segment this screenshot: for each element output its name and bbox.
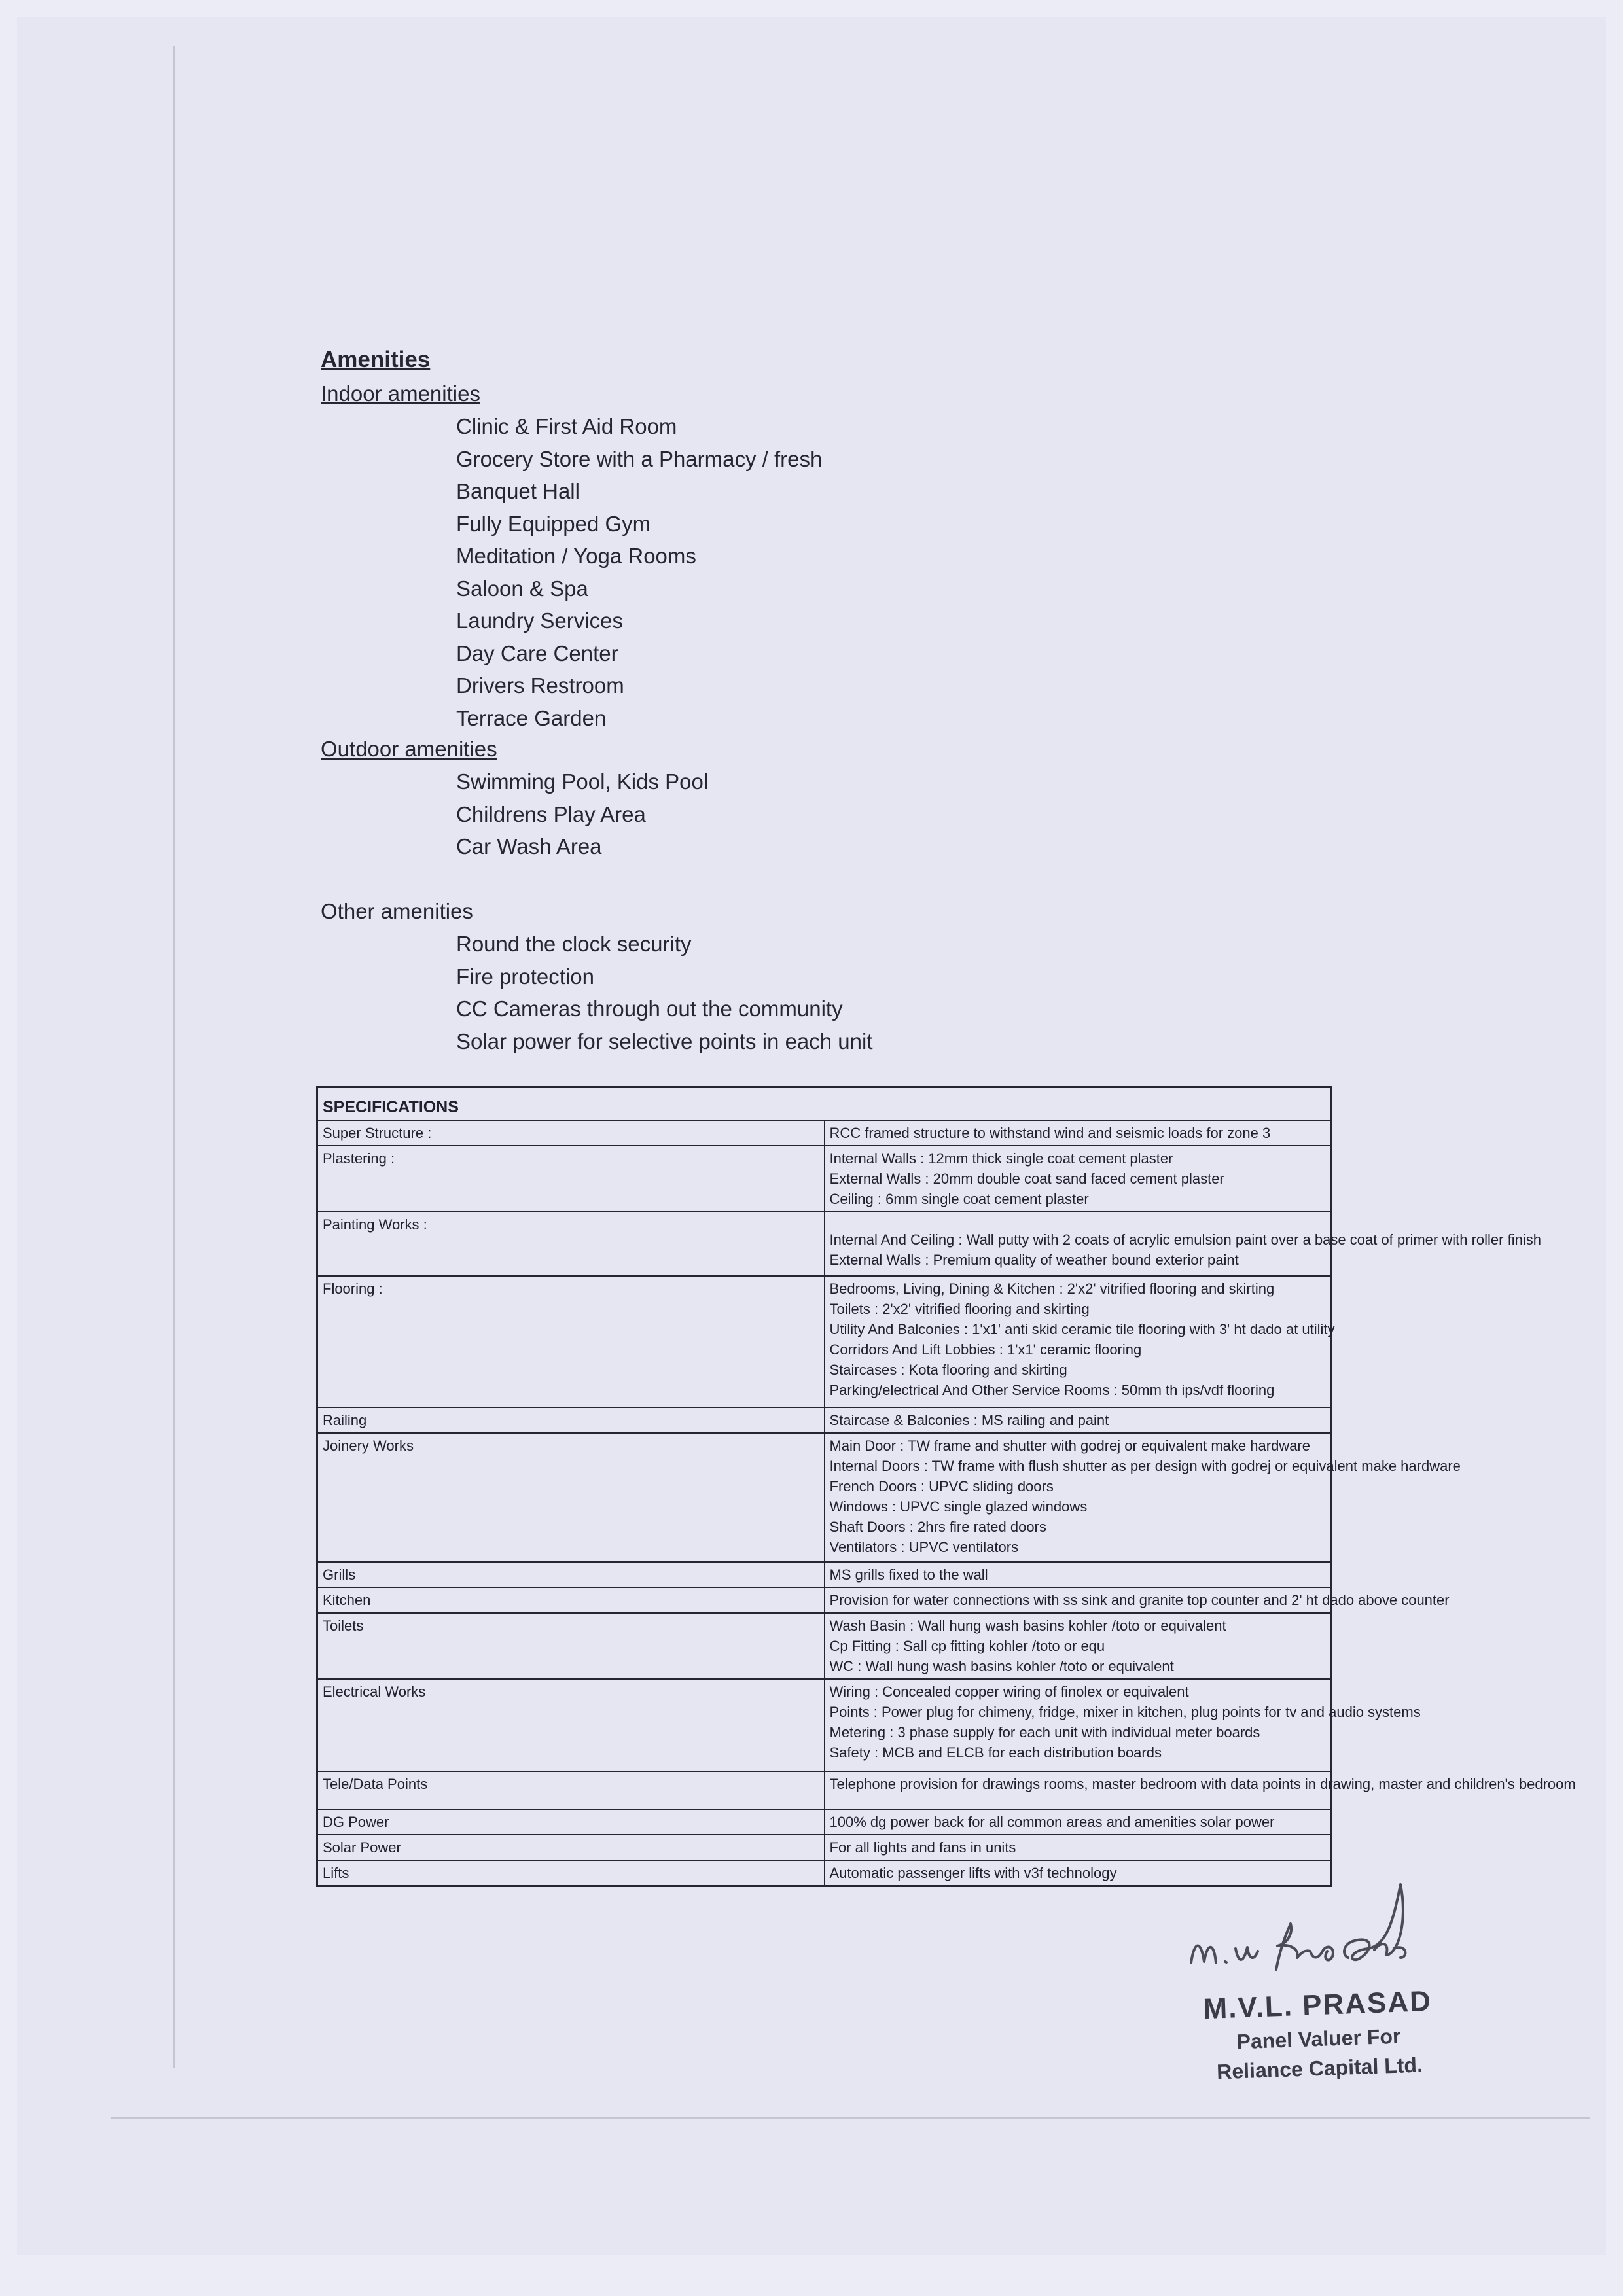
spec-line: Windows : UPVC single glazed windows (829, 1498, 1088, 1515)
spec-line: RCC framed structure to withstand wind and seismic loads for zone 3 (829, 1125, 1271, 1141)
table-row (317, 1809, 1332, 1835)
amenities-heading: Amenities (321, 347, 431, 372)
spec-value (825, 1407, 1332, 1433)
spec-label: DG Power (317, 1809, 825, 1835)
spec-line: External Walls : Premium quality of weather bound exterior paint (829, 1252, 1239, 1268)
list-item: Drivers Restroom (456, 673, 624, 698)
spec-line: Points : Power plug for chimeny, fridge, mixer in kitchen, plug points for tv and audio systems (829, 1704, 1421, 1720)
spec-value (825, 1276, 1335, 1407)
spec-line: Telephone provision for drawings rooms, master bedroom with data points in drawing, master and children's bedroom (829, 1776, 1576, 1792)
list-item: Fire protection (456, 964, 594, 989)
spec-line: Corridors And Lift Lobbies : 1'x1' ceramic flooring (829, 1341, 1142, 1358)
list-item: Solar power for selective points in each unit (456, 1029, 873, 1053)
valuer-stamp (1203, 1985, 1435, 2085)
spec-line: External Walls : 20mm double coat sand faced cement plaster (829, 1171, 1224, 1187)
table-row (317, 1276, 1332, 1407)
spec-line: Utility And Balconies : 1'x1' anti skid ceramic tile flooring with 3' ht dado at utility (829, 1321, 1335, 1337)
spec-line: Ceiling : 6mm single coat cement plaster (829, 1191, 1089, 1207)
spec-line: Parking/electrical And Other Service Rooms : 50mm th ips/vdf flooring (829, 1382, 1275, 1398)
list-item: Fully Equipped Gym (456, 511, 651, 536)
spec-label: Railing (317, 1407, 825, 1433)
table-row (317, 1679, 1332, 1771)
list-item: Banquet Hall (456, 479, 580, 503)
spec-line: Ventilators : UPVC ventilators (829, 1539, 1019, 1555)
list-item: Laundry Services (456, 609, 623, 633)
spec-line: For all lights and fans in units (829, 1839, 1016, 1856)
spec-line: Automatic passenger lifts with v3f technology (829, 1865, 1117, 1881)
table-row (317, 1212, 1332, 1276)
spec-label: Plastering : (317, 1146, 825, 1212)
spec-value (825, 1433, 1461, 1562)
spec-line: Wiring : Concealed copper wiring of finolex or equivalent (829, 1684, 1189, 1700)
table-row (317, 1120, 1332, 1146)
list-item: Childrens Play Area (456, 802, 646, 826)
spec-label: Solar Power (317, 1835, 825, 1860)
spec-value (825, 1613, 1332, 1679)
spec-line: Provision for water connections with ss sink and granite top counter and 2' ht dado above counter (829, 1592, 1450, 1608)
spec-label: Lifts (317, 1860, 825, 1886)
table-row (317, 1587, 1332, 1613)
table-row (317, 1562, 1332, 1587)
spec-line: French Doors : UPVC sliding doors (829, 1478, 1054, 1494)
spec-label: Super Structure : (317, 1120, 825, 1146)
valuer-name: M.V.L. PRASAD (1202, 1985, 1433, 2026)
spec-value (825, 1835, 1332, 1860)
spec-line: MS grills fixed to the wall (829, 1566, 988, 1583)
spec-label: Electrical Works (317, 1679, 825, 1771)
indoor-amenities-title: Indoor amenities (321, 381, 480, 406)
spec-label: Tele/Data Points (317, 1771, 825, 1809)
outdoor-amenities-title: Outdoor amenities (321, 737, 497, 761)
spec-line: Bedrooms, Living, Dining & Kitchen : 2'x2' vitrified flooring and skirting (829, 1280, 1275, 1297)
valuer-title: Panel Valuer For (1236, 2024, 1401, 2054)
spec-line: Internal And Ceiling : Wall putty with 2 coats of acrylic emulsion paint over a base coat of primer with roller finish (829, 1231, 1541, 1248)
list-item: Round the clock security (456, 932, 692, 956)
spec-line: Toilets : 2'x2' vitrified flooring and skirting (829, 1301, 1090, 1317)
spec-line: Staircases : Kota flooring and skirting (829, 1362, 1067, 1378)
spec-label: Toilets (317, 1613, 825, 1679)
spec-line: Wash Basin : Wall hung wash basins kohler /toto or equivalent (829, 1617, 1226, 1634)
spec-line: Staircase & Balconies : MS railing and paint (829, 1412, 1109, 1428)
spec-value (825, 1562, 1332, 1587)
spec-line: 100% dg power back for all common areas and amenities solar power (829, 1814, 1275, 1830)
spec-line: Cp Fitting : Sall cp fitting kohler /toto or equ (829, 1638, 1105, 1654)
spec-value (825, 1809, 1332, 1835)
list-item: Terrace Garden (456, 705, 607, 730)
spec-label: Flooring : (317, 1276, 825, 1407)
table-row (317, 1613, 1332, 1679)
table-row (317, 1771, 1332, 1809)
spec-value (825, 1146, 1332, 1212)
spec-line: Safety : MCB and ELCB for each distribution boards (829, 1744, 1162, 1761)
list-item: Clinic & First Aid Room (456, 414, 677, 438)
handwritten-signature (1178, 1878, 1466, 1989)
spec-value (825, 1212, 1541, 1276)
list-item: Swimming Pool, Kids Pool (456, 769, 709, 794)
table-row (317, 1835, 1332, 1860)
spec-line: Shaft Doors : 2hrs fire rated doors (829, 1519, 1046, 1535)
list-item: Car Wash Area (456, 834, 602, 858)
spec-label: Grills (317, 1562, 825, 1587)
spec-line: Metering : 3 phase supply for each unit with individual meter boards (829, 1724, 1260, 1740)
spec-value (825, 1771, 1576, 1809)
spec-label: Joinery Works (317, 1433, 825, 1562)
list-item: Grocery Store with a Pharmacy / fresh (456, 446, 823, 471)
table-row (317, 1407, 1332, 1433)
table-row (317, 1146, 1332, 1212)
spec-value (825, 1587, 1450, 1613)
indoor-amenities-list (456, 410, 822, 734)
specifications-table (316, 1086, 1576, 1887)
other-amenities-title: Other amenities (321, 899, 473, 923)
spec-label: Kitchen (317, 1587, 825, 1613)
table-header-row (317, 1087, 1332, 1121)
spec-label: Painting Works : (317, 1212, 825, 1276)
spec-line: Main Door : TW frame and shutter with godrej or equivalent make hardware (829, 1438, 1310, 1454)
list-item: CC Cameras through out the community (456, 997, 843, 1021)
page-bottom-line (111, 2117, 1590, 2119)
specifications-title: SPECIFICATIONS (317, 1087, 1332, 1121)
spec-value (825, 1120, 1332, 1146)
spec-line: WC : Wall hung wash basins kohler /toto or equivalent (829, 1658, 1174, 1674)
spec-value (825, 1679, 1421, 1771)
spec-line: Internal Walls : 12mm thick single coat cement plaster (829, 1150, 1173, 1167)
spec-line: Internal Doors : TW frame with flush shutter as per design with godrej or equivalent make hardware (829, 1458, 1461, 1474)
list-item: Day Care Center (456, 641, 618, 665)
outdoor-amenities-list (456, 766, 708, 863)
valuer-company: Reliance Capital Ltd. (1216, 2053, 1423, 2084)
list-item: Meditation / Yoga Rooms (456, 544, 696, 568)
table-row (317, 1433, 1332, 1562)
other-amenities-list (456, 928, 873, 1057)
page-fold-line (173, 46, 175, 2068)
list-item: Saloon & Spa (456, 576, 588, 601)
